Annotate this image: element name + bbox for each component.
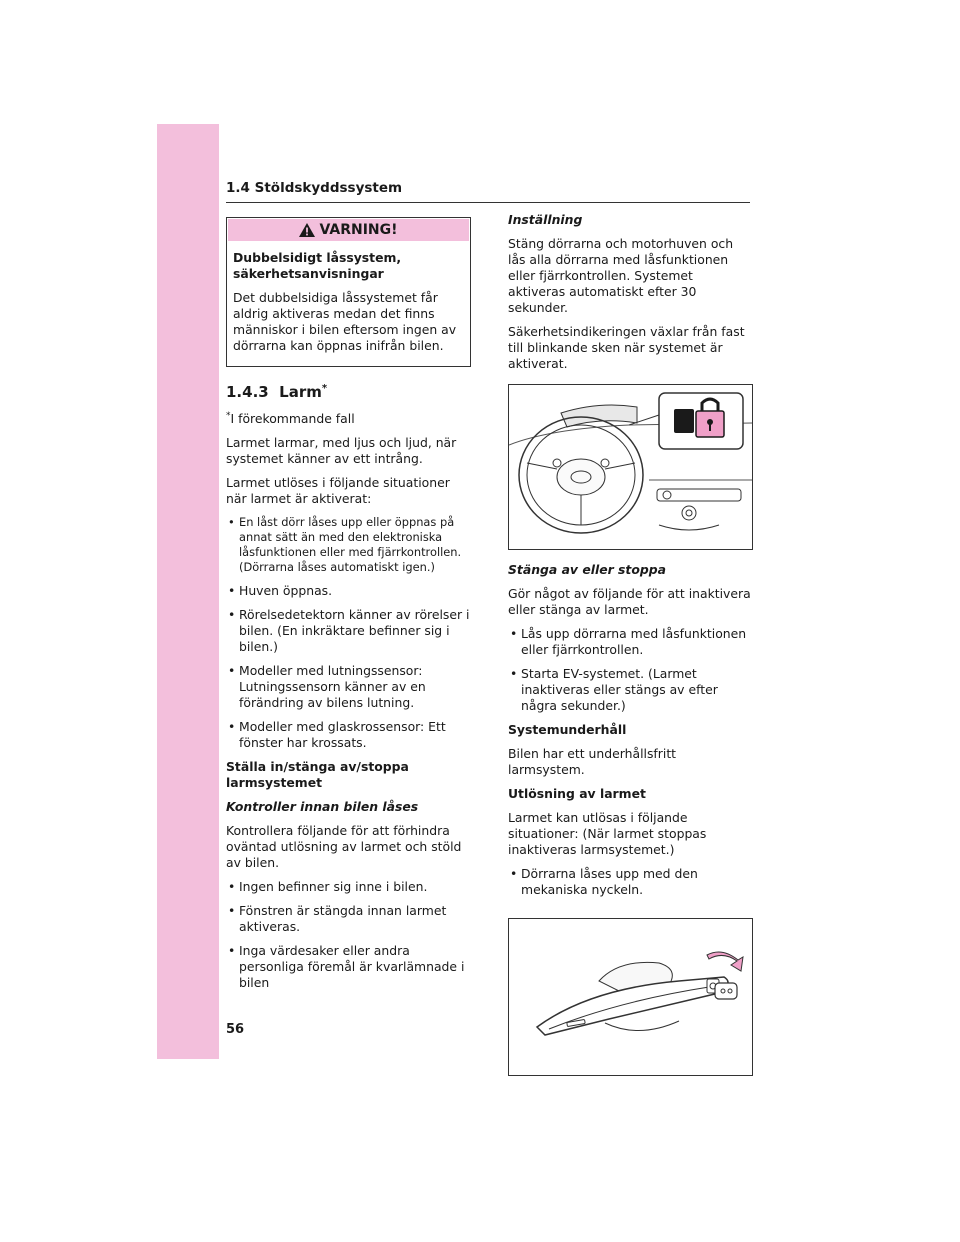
setup-heading: Ställa in/stänga av/stoppa larmsystemet <box>226 759 409 791</box>
steering-wheel-drawing <box>509 385 752 545</box>
list-item: • Huven öppnas. <box>226 583 471 599</box>
list-item: • En låst dörr låses upp eller öppnas på annat sätt än med den elektroniska låsfunktionen eller med fjärrkontrollen. (Dörrarna låses automatiskt igen.) <box>226 515 471 575</box>
section-marker: * <box>321 383 328 394</box>
warning-triangle-icon <box>299 223 315 237</box>
page-number: 56 <box>226 1022 245 1037</box>
stop-list <box>508 626 753 714</box>
list-item: • Modeller med lutningssensor: Lutningssensorn känner av en förändring av bilens lutning. <box>226 663 471 711</box>
door-handle-drawing <box>509 919 752 1071</box>
maintenance-text: Bilen har ett underhållsfritt larmsystem. <box>508 746 677 777</box>
section-title: Larm <box>279 383 322 401</box>
trigger-list <box>226 515 471 751</box>
setting-text-2: Säkerhetsindikeringen växlar från fast till blinkande sken när systemet är aktiverat. <box>508 324 745 371</box>
check-heading: Kontroller innan bilen låses <box>226 799 419 815</box>
rotation-arrow-icon <box>707 952 743 971</box>
list-item: • Rörelsedetektorn känner av rörelser i bilen. (En inkräktare befinner sig i bilen.) <box>226 607 471 655</box>
list-item: • Ingen befinner sig inne i bilen. <box>226 879 471 895</box>
list-item: • Lås upp dörrarna med låsfunktionen eller fjärrkontrollen. <box>508 626 753 658</box>
list-item: • Starta EV-systemet. (Larmet inaktiveras eller stängs av efter några sekunder.) <box>508 666 753 714</box>
footnote-marker: * <box>226 411 231 421</box>
left-column <box>226 212 471 999</box>
release-heading: Utlösning av larmet <box>508 786 646 801</box>
intro-paragraph-1: Larmet larmar, med ljus och ljud, när systemet känner av ett intrång. <box>226 435 457 467</box>
check-list <box>226 879 471 991</box>
maintenance-heading: Systemunderhåll <box>508 722 627 737</box>
right-column <box>508 212 753 1088</box>
list-item: • Fönstren är stängda innan larmet aktiveras. <box>226 903 471 935</box>
section-heading <box>226 381 471 400</box>
warning-body <box>227 242 470 366</box>
warning-title: Dubbelsidigt låssystem, säkerhetsanvisningar <box>233 250 402 281</box>
footnote-text: I förekommande fall <box>230 411 355 427</box>
intro-paragraph-2: Larmet utlöses i följande situationer när larmet är aktiverat: <box>226 475 450 507</box>
chapter-sidebar-tab <box>157 124 219 1059</box>
setting-heading: Inställning <box>508 212 583 227</box>
stop-heading: Stänga av eller stoppa <box>508 562 666 577</box>
release-text: Larmet kan utlösas i följande situationer: (När larmet stoppas inaktiveras larmsystemet.) <box>508 810 707 857</box>
door-handle-illustration <box>508 918 753 1076</box>
stop-text: Gör något av följande för att inaktivera eller stänga av larmet. <box>508 586 751 617</box>
section-header <box>226 178 750 203</box>
list-item: • Dörrarna låses upp med den mekaniska nyckeln. <box>508 866 753 898</box>
section-number: 1.4.3 <box>226 383 269 401</box>
list-item: • Modeller med glaskrossensor: Ett fönster har krossats. <box>226 719 471 751</box>
setting-text-1: Stäng dörrarna och motorhuven och lås alla dörrarna med låsfunktionen eller fjärrkontrollen. Systemet aktiveras automatiskt efter 30 sekunder. <box>508 236 734 315</box>
warning-text: Det dubbelsidiga låssystemet får aldrig aktiveras medan det finns människor i bilen eftersom ingen av dörrarna kan öppnas inifrån bilen. <box>233 290 457 353</box>
check-text: Kontrollera följande för att förhindra oväntad utlösning av larmet och stöld av bilen. <box>226 823 462 871</box>
section-header-title: 1.4 Stöldskyddssystem <box>226 180 403 196</box>
warning-header <box>228 219 469 241</box>
list-item: • Inga värdesaker eller andra personliga föremål är kvarlämnade i bilen <box>226 943 471 991</box>
dashboard-illustration <box>508 384 753 550</box>
release-list <box>508 866 753 898</box>
warning-box <box>226 217 471 367</box>
warning-label: VARNING! <box>319 222 398 238</box>
footnote <box>226 408 471 427</box>
